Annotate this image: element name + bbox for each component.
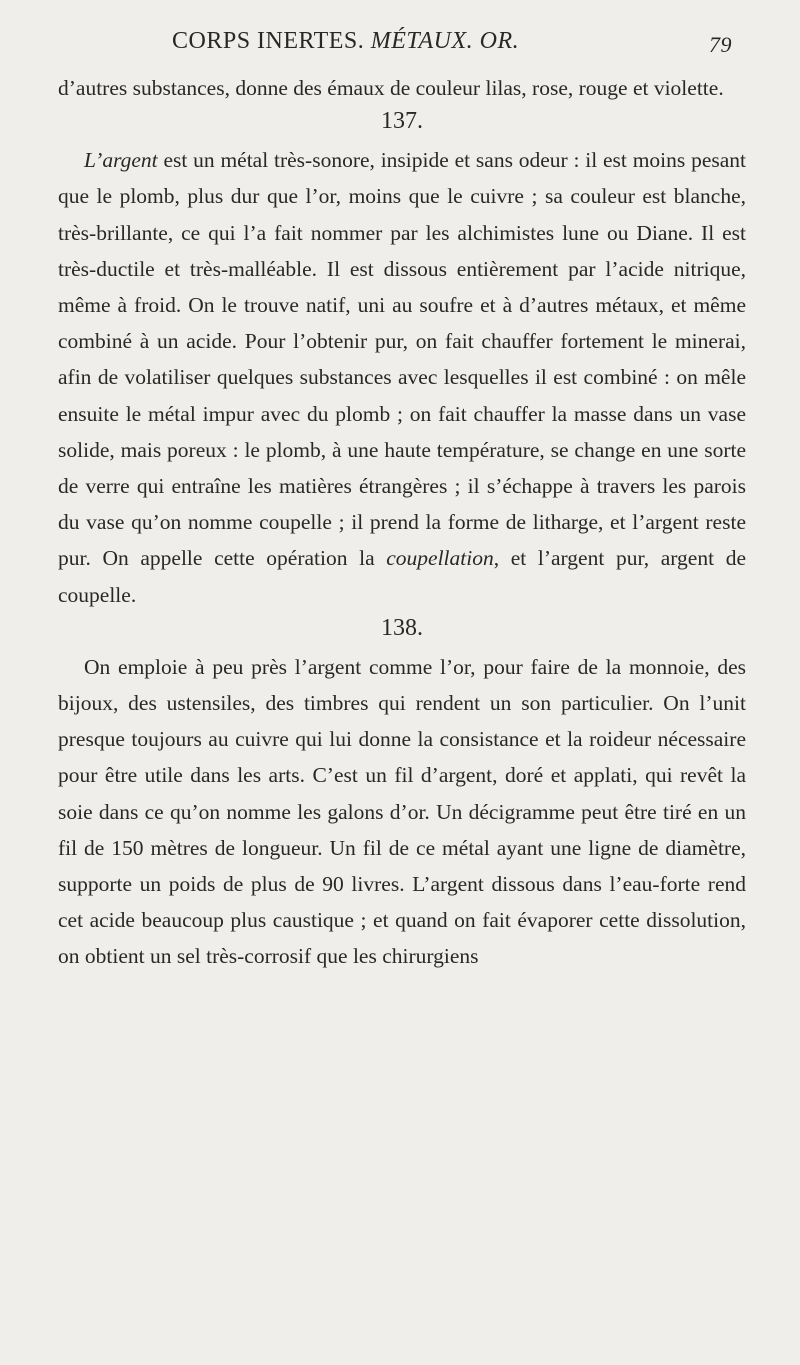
paragraph-argent <box>58 142 746 613</box>
section-number-137: 137. <box>381 108 423 135</box>
paragraph-uses: On emploie à peu près l’argent comme l’or, pour faire de la monnoie, des bijoux, des ustensiles, des timbres qui rendent un son particulier. On l’unit presque toujours au cuivre qui lui donne la consistance et la roideur nécessaire pour être utile dans les arts. C’est un fil d’argent, doré et applati, qui revêt la soie dans ce qu’on nomme les galons d’or. Un décigramme peut être tiré en un fil de 150 mètres de longueur. Un fil de ce métal ayant une ligne de diamètre, supporte un poids de plus de 90 livres. L’argent dissous dans l’eau-forte rend cet acide beaucoup plus caustique ; et quand on fait évaporer cette dissolution, on obtient un sel très-corrosif que les chirurgiens <box>58 654 746 969</box>
paragraph-continued: d’autres substances, donne des émaux de couleur lilas, rose, rouge et violette. <box>58 76 724 100</box>
paragraph-argent-body: est un métal très-sonore, insipide et sans odeur : il est moins pesant que le plomb, plus dur que l’or, moins que le cuivre ; sa couleur est blanche, très-brillante, ce qui l’a fait nommer par les alchimistes lune ou Diane. Il est très-ductile et très-malléable. Il est dissous entièrement par l’acide nitrique, même à froid. On le trouve natif, uni au soufre et à d’autres métaux, et même combiné à un acide. Pour l’obtenir pur, on fait chauffer fortement le minerai, afin de volatiliser quelques substances avec lesquelles il est combiné : on mêle ensuite le métal impur avec du plomb ; on fait chauffer la masse dans un vase solide, mais poreux : le plomb, à une haute température, se change en une sorte de verre qui entraîne les matières étrangères ; il s’échappe à travers les parois du vase qu’on nomme coupelle ; il prend la forme de litharge, et l’argent reste pur. On appelle cette opération la <box>58 148 746 571</box>
paragraph-argent-end: , et l’argent pur, argent de coupelle. <box>58 546 746 607</box>
running-head-subsection: MÉTAUX. OR. <box>370 28 520 54</box>
running-head <box>60 22 740 62</box>
page-number: 79 <box>709 32 732 57</box>
paragraph-argent-lead: L’argent <box>84 148 158 173</box>
term-coupellation: coupellation <box>386 546 494 571</box>
running-head-section: CORPS INERTES. <box>172 28 365 54</box>
section-number-138: 138. <box>381 614 423 641</box>
body-text <box>58 70 746 975</box>
running-head-title <box>172 28 519 55</box>
